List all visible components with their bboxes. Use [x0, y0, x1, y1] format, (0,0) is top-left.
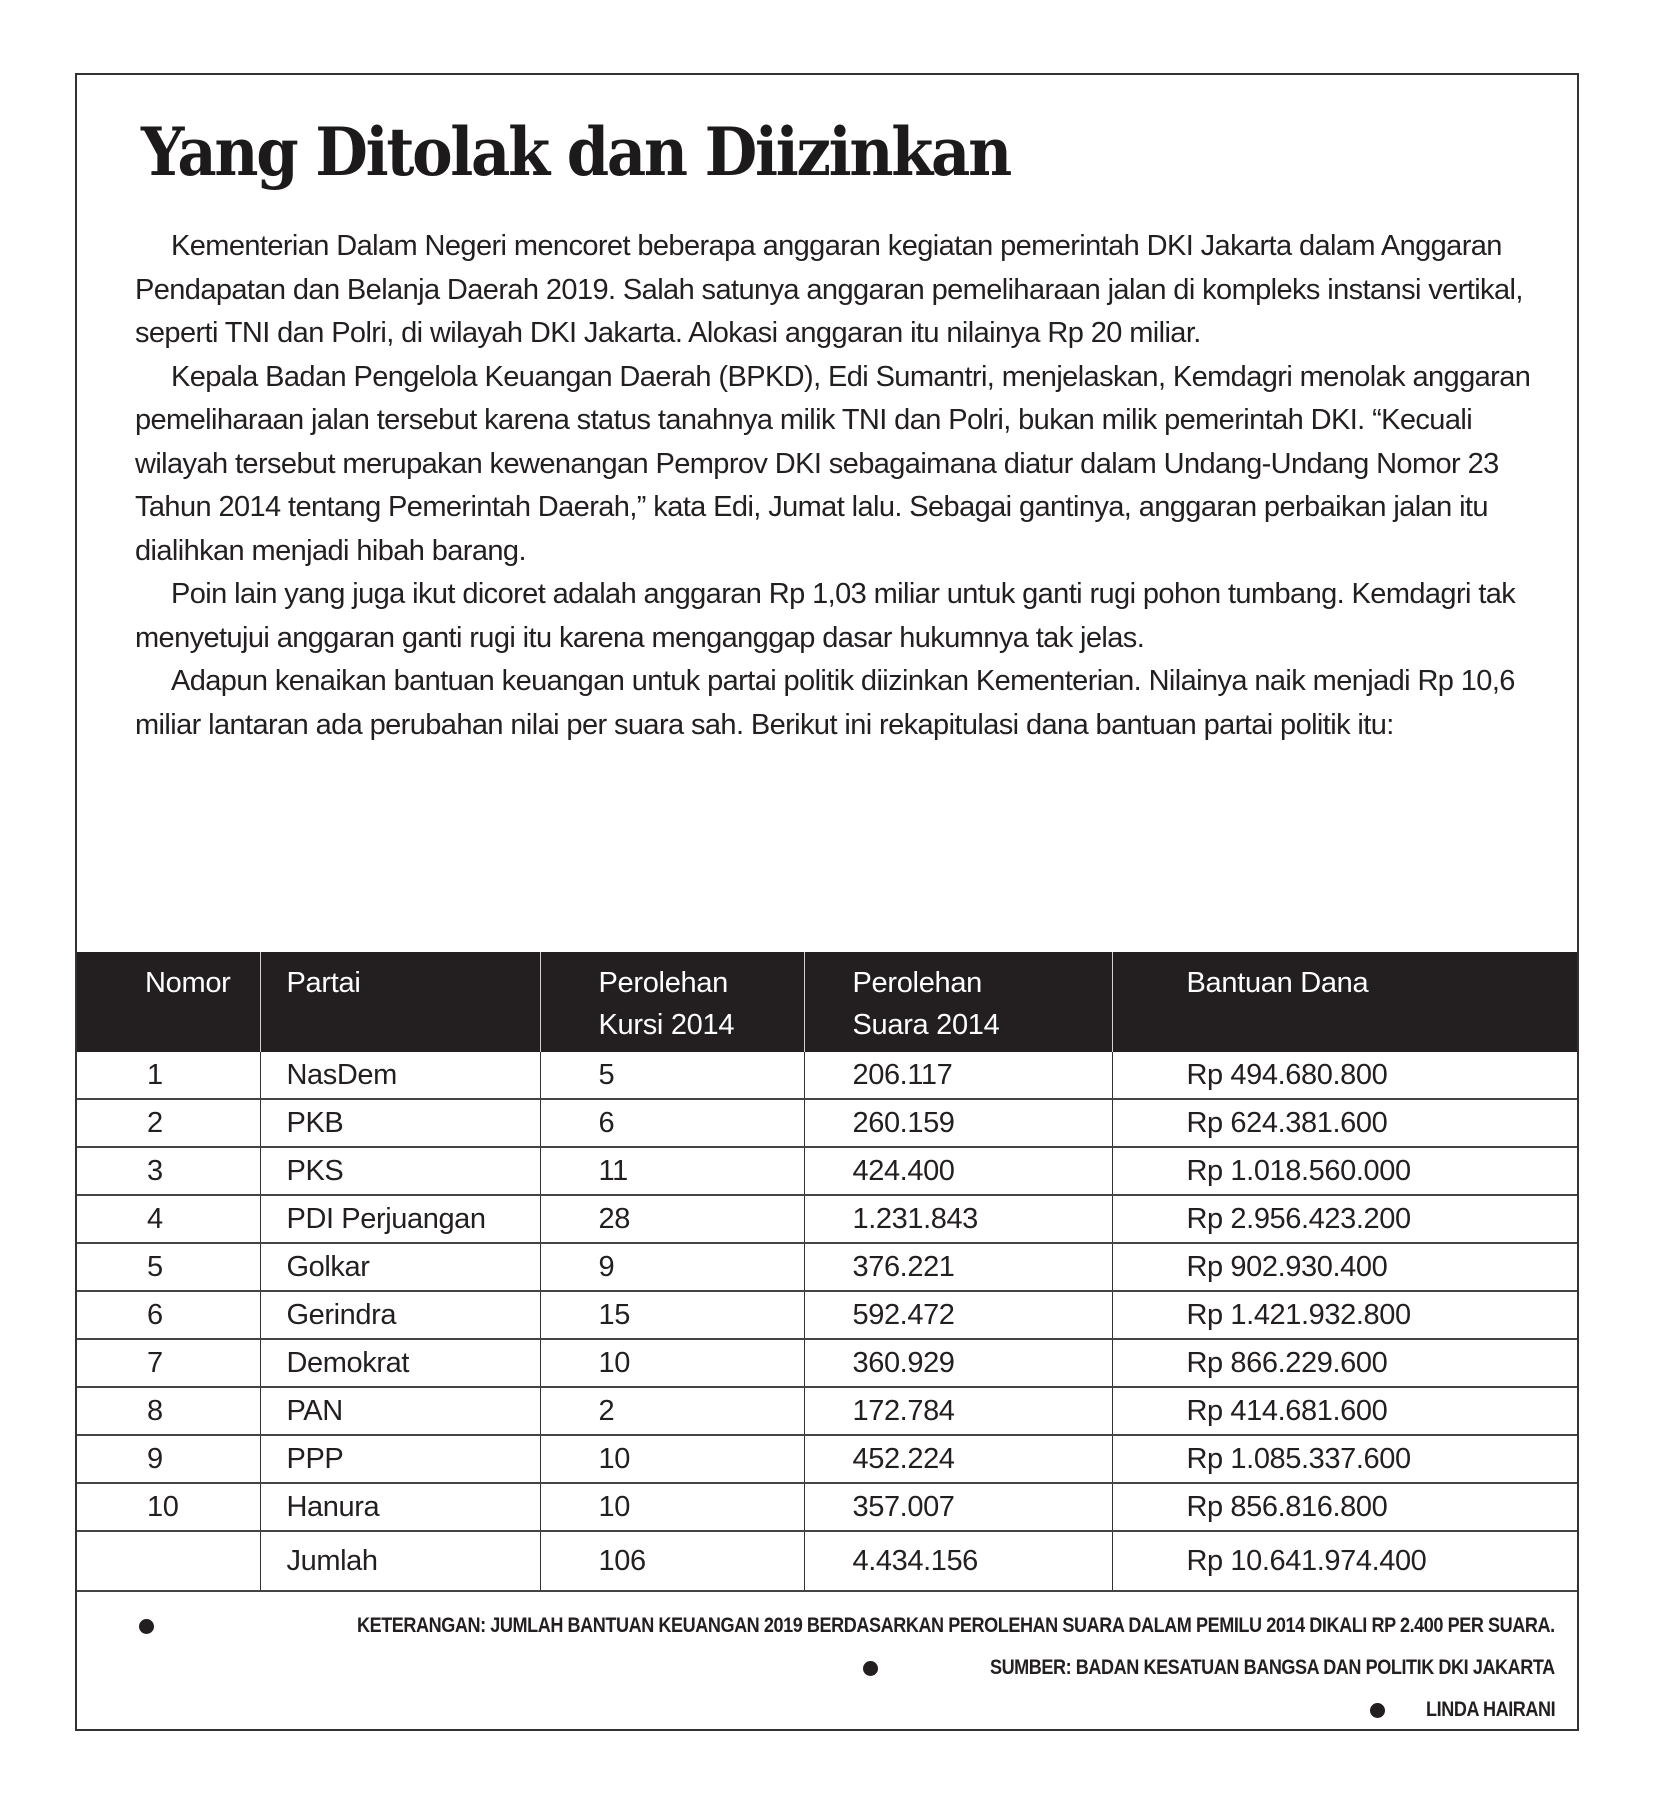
- total-cell-partai: Jumlah: [260, 1531, 540, 1591]
- cell-kursi: 15: [540, 1291, 804, 1339]
- paragraph: Poin lain yang juga ikut dicoret adalah anggaran Rp 1,03 miliar untuk ganti rugi pohon tumbang. Kemdagri tak menyetujui anggaran ganti rugi itu karena menganggap dasar hukumnya tak jelas.: [135, 578, 1516, 654]
- cell-partai: PAN: [260, 1387, 540, 1435]
- paragraph: Adapun kenaikan bantuan keuangan untuk partai politik diizinkan Kementerian. Nilainya naik menjadi Rp 10,6 miliar lantaran ada perubahan nilai per suara sah. Berikut ini rekapitulasi dana bantuan partai politik itu:: [135, 665, 1515, 741]
- cell-nomor: 8: [77, 1387, 260, 1435]
- table-row: [77, 1339, 1577, 1387]
- cell-nomor: 1: [147, 1058, 163, 1091]
- cell-suara: 206.117: [804, 1052, 1112, 1099]
- cell-bantuan: Rp 2.956.423.200: [1112, 1195, 1577, 1243]
- cell-bantuan: Rp 856.816.800: [1112, 1483, 1577, 1531]
- cell-kursi: 28: [540, 1195, 804, 1243]
- footnotes: [139, 1605, 1555, 1731]
- cell-kursi: 10: [540, 1483, 804, 1531]
- cell-suara: 260.159: [804, 1099, 1112, 1147]
- cell-suara: 592.472: [804, 1291, 1112, 1339]
- cell-partai: PPP: [260, 1435, 540, 1483]
- note-author: [139, 1689, 1555, 1731]
- cell-suara: 376.221: [804, 1243, 1112, 1291]
- cell-kursi: 9: [540, 1243, 804, 1291]
- total-cell-kursi: 106: [540, 1531, 804, 1591]
- cell-partai: PKS: [260, 1147, 540, 1195]
- cell-kursi: 10: [540, 1339, 804, 1387]
- cell-bantuan: Rp 1.018.560.000: [1112, 1147, 1577, 1195]
- article-body: [135, 225, 1535, 747]
- cell-suara: 1.231.843: [804, 1195, 1112, 1243]
- column-header-bantuan: [1112, 952, 1577, 1052]
- cell-partai: PDI Perjuangan: [260, 1195, 540, 1243]
- party-funding-table: [77, 952, 1577, 1592]
- header-label-line2: Kursi 2014: [598, 1009, 735, 1041]
- cell-partai: NasDem: [260, 1052, 540, 1099]
- note-sumber: [139, 1647, 1555, 1689]
- table-row: [77, 1099, 1577, 1147]
- cell-bantuan: Rp 624.381.600: [1112, 1099, 1577, 1147]
- table-row: [77, 1387, 1577, 1435]
- table-row: [77, 1147, 1577, 1195]
- cell-suara: 452.224: [804, 1435, 1112, 1483]
- cell-kursi: 5: [540, 1052, 804, 1099]
- header-label: Nomor: [145, 967, 231, 999]
- column-header-partai: [260, 952, 540, 1052]
- bullet-icon: [139, 1619, 154, 1634]
- note-text: SUMBER: BADAN KESATUAN BANGSA DAN POLITIK DKI JAKARTA: [990, 1656, 1555, 1679]
- header-label-line2: Suara 2014: [852, 1009, 1000, 1041]
- cell-nomor: 4: [77, 1195, 260, 1243]
- cell-partai: Gerindra: [260, 1291, 540, 1339]
- header-label-line1: Perolehan: [598, 967, 729, 999]
- cell-bantuan: Rp 1.085.337.600: [1112, 1435, 1577, 1483]
- table-body: [77, 1052, 1577, 1591]
- cell-kursi: 10: [540, 1435, 804, 1483]
- cell-nomor: 7: [77, 1339, 260, 1387]
- cell-nomor: 2: [77, 1099, 260, 1147]
- total-cell-nomor: [77, 1531, 260, 1591]
- author-name: LINDA HAIRANI: [1425, 1698, 1555, 1721]
- header-label: Partai: [286, 967, 361, 999]
- cell-suara: 172.784: [804, 1387, 1112, 1435]
- cell-suara: 360.929: [804, 1339, 1112, 1387]
- cell-nomor: 5: [77, 1243, 260, 1291]
- cell-bantuan: Rp 902.930.400: [1112, 1243, 1577, 1291]
- cell-partai: Demokrat: [260, 1339, 540, 1387]
- total-cell-suara: 4.434.156: [804, 1531, 1112, 1591]
- note-keterangan: [139, 1605, 1555, 1647]
- table-row: [77, 1291, 1577, 1339]
- cell-kursi: 11: [540, 1147, 804, 1195]
- cell-nomor: 10: [77, 1483, 260, 1531]
- cell-bantuan: Rp 1.421.932.800: [1112, 1291, 1577, 1339]
- cell-kursi: 6: [540, 1099, 804, 1147]
- note-text: KETERANGAN: JUMLAH BANTUAN KEUANGAN 2019 BERDASARKAN PEROLEHAN SUARA DALAM PEMILU 2014 DIKALI RP 2.400 PER SUARA.: [357, 1614, 1555, 1637]
- column-header-suara: [804, 952, 1112, 1052]
- column-header-nomor: [77, 952, 260, 1052]
- cell-bantuan: Rp 866.229.600: [1112, 1339, 1577, 1387]
- table-row: [77, 1052, 1577, 1099]
- total-cell-bantuan: Rp 10.641.974.400: [1112, 1531, 1577, 1591]
- table-row: [77, 1483, 1577, 1531]
- bullet-icon: [863, 1661, 878, 1676]
- cell-partai: PKB: [260, 1099, 540, 1147]
- cell-nomor: 9: [77, 1435, 260, 1483]
- table-row: [77, 1243, 1577, 1291]
- cell-bantuan: Rp 494.680.800: [1112, 1052, 1577, 1099]
- table-total-row: [77, 1531, 1577, 1591]
- cell-suara: 424.400: [804, 1147, 1112, 1195]
- cell-nomor: 3: [77, 1147, 260, 1195]
- cell-bantuan: Rp 414.681.600: [1112, 1387, 1577, 1435]
- table-row: [77, 1195, 1577, 1243]
- infobox-frame: [75, 73, 1579, 1731]
- table-header-row: [77, 952, 1577, 1052]
- header-label: Bantuan Dana: [1186, 967, 1369, 999]
- table-row: [77, 1435, 1577, 1483]
- cell-kursi: 2: [540, 1387, 804, 1435]
- cell-nomor: 6: [77, 1291, 260, 1339]
- cell-partai: Golkar: [260, 1243, 540, 1291]
- paragraph: Kementerian Dalam Negeri mencoret beberapa anggaran kegiatan pemerintah DKI Jakarta dalam Anggaran Pendapatan dan Belanja Daerah 2019. Salah satunya anggaran pemeliharaan jalan di kompleks instansi vertikal, seperti TNI dan Polri, di wilayah DKI Jakarta. Alokasi anggaran itu nilainya Rp 20 miliar.: [135, 230, 1523, 349]
- article-title: Yang Ditolak dan Diizinkan: [141, 113, 1010, 191]
- bullet-icon: [1370, 1703, 1385, 1718]
- column-header-kursi: [540, 952, 804, 1052]
- cell-partai: Hanura: [260, 1483, 540, 1531]
- header-label-line1: Perolehan: [852, 967, 983, 999]
- paragraph: Kepala Badan Pengelola Keuangan Daerah (BPKD), Edi Sumantri, menjelaskan, Kemdagri menolak anggaran pemeliharaan jalan tersebut karena status tanahnya milik TNI dan Polri, bukan milik pemerintah DKI. “Kecuali wilayah tersebut merupakan kewenangan Pemprov DKI sebagaimana diatur dalam Undang-Undang Nomor 23 Tahun 2014 tentang Pemerintah Daerah,” kata Edi, Jumat lalu. Sebagai gantinya, anggaran perbaikan jalan itu dialihkan menjadi hibah barang.: [135, 360, 1531, 567]
- cell-suara: 357.007: [804, 1483, 1112, 1531]
